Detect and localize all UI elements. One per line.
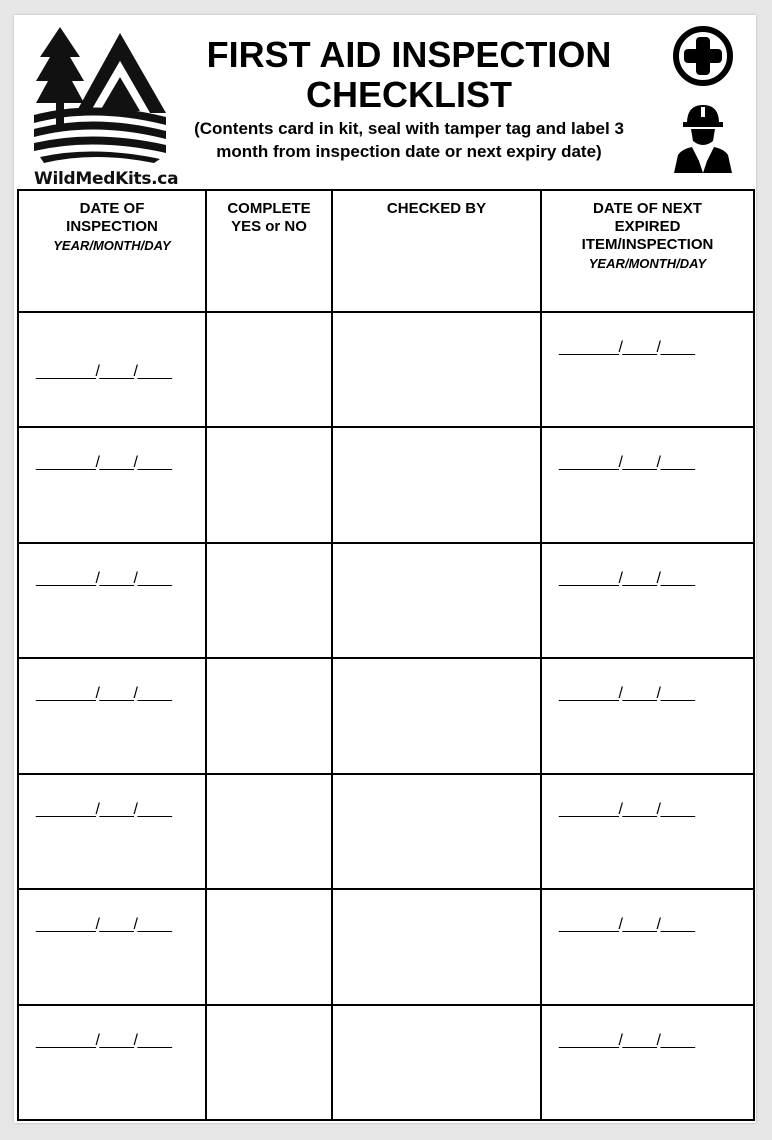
cell-next-expiry-date[interactable] — [541, 312, 754, 427]
mountain-tree-logo-icon — [34, 25, 166, 165]
col-header-complete — [206, 190, 332, 312]
construction-worker-icon — [670, 101, 736, 173]
table-row — [18, 1005, 754, 1120]
date-blank: _______/____/____ — [36, 916, 172, 934]
cell-next-expiry-date[interactable] — [541, 543, 754, 658]
header — [14, 15, 756, 191]
table-row — [18, 658, 754, 773]
date-blank: _______/____/____ — [36, 363, 172, 380]
cell-complete[interactable] — [206, 889, 332, 1004]
cell-complete[interactable] — [206, 543, 332, 658]
date-blank: _______/____/____ — [559, 800, 695, 818]
page-title — [176, 35, 642, 115]
cell-date-of-inspection[interactable] — [18, 312, 206, 427]
table-row — [18, 312, 754, 427]
cell-next-expiry-date[interactable] — [541, 427, 754, 542]
col-header-checked-by — [332, 190, 541, 312]
col-header-line: CHECKED BY — [386, 200, 487, 217]
date-blank: _______/____/____ — [36, 1031, 172, 1049]
table-row — [18, 774, 754, 889]
cell-date-of-inspection[interactable] — [18, 1005, 206, 1120]
col-header-line: ITEM/INSPECTION — [581, 236, 714, 253]
col-header-sub: YEAR/MONTH/DAY — [53, 238, 171, 253]
col-header-line: DATE OF NEXT — [593, 200, 702, 217]
cell-checked-by[interactable] — [332, 774, 541, 889]
cell-complete[interactable] — [206, 427, 332, 542]
cell-checked-by[interactable] — [332, 1005, 541, 1120]
logo — [34, 25, 179, 189]
checklist-sheet — [14, 15, 756, 1123]
date-blank: _______/____/____ — [559, 916, 695, 934]
cell-next-expiry-date[interactable] — [541, 658, 754, 773]
table-row — [18, 543, 754, 658]
cell-checked-by[interactable] — [332, 543, 541, 658]
cell-checked-by[interactable] — [332, 889, 541, 1004]
cell-checked-by[interactable] — [332, 658, 541, 773]
date-blank: _______/____/____ — [559, 685, 695, 703]
col-header-line: INSPECTION — [66, 218, 158, 235]
cell-complete[interactable] — [206, 1005, 332, 1120]
cell-date-of-inspection[interactable] — [18, 543, 206, 658]
date-blank: _______/____/____ — [36, 454, 172, 472]
date-blank: _______/____/____ — [559, 1031, 695, 1049]
cell-complete[interactable] — [206, 658, 332, 773]
cell-next-expiry-date[interactable] — [541, 774, 754, 889]
inspection-table — [17, 189, 755, 1121]
page-subtitle — [176, 117, 642, 163]
col-header-date-of-inspection — [18, 190, 206, 312]
cell-complete[interactable] — [206, 774, 332, 889]
cell-complete[interactable] — [206, 312, 332, 427]
cell-date-of-inspection[interactable] — [18, 774, 206, 889]
date-blank: _______/____/____ — [559, 339, 695, 356]
first-aid-plus-icon — [672, 25, 734, 87]
cell-date-of-inspection[interactable] — [18, 658, 206, 773]
date-blank: _______/____/____ — [36, 685, 172, 703]
cell-date-of-inspection[interactable] — [18, 427, 206, 542]
cell-next-expiry-date[interactable] — [541, 1005, 754, 1120]
title-line-1: FIRST AID INSPECTION — [206, 34, 612, 75]
date-blank: _______/____/____ — [36, 800, 172, 818]
date-blank: _______/____/____ — [559, 569, 695, 587]
cell-next-expiry-date[interactable] — [541, 889, 754, 1004]
col-header-line: YES or NO — [231, 218, 307, 235]
date-blank: _______/____/____ — [559, 454, 695, 472]
table-row — [18, 427, 754, 542]
subtitle-line-1: (Contents card in kit, seal with tamper tag and label 3 — [194, 119, 624, 138]
cell-checked-by[interactable] — [332, 427, 541, 542]
table-header-row — [18, 190, 754, 312]
col-header-line: EXPIRED — [614, 218, 681, 235]
cell-checked-by[interactable] — [332, 312, 541, 427]
date-blank: _______/____/____ — [36, 569, 172, 587]
subtitle-line-2: month from inspection date or next expiry date) — [216, 142, 602, 161]
logo-text: WildMedKits.ca — [34, 169, 179, 189]
cell-date-of-inspection[interactable] — [18, 889, 206, 1004]
col-header-sub: YEAR/MONTH/DAY — [588, 256, 707, 271]
title-line-2: CHECKLIST — [306, 74, 512, 115]
col-header-line: COMPLETE — [227, 200, 311, 217]
col-header-line: DATE OF — [79, 200, 145, 217]
table-row — [18, 889, 754, 1004]
col-header-next-expiry — [541, 190, 754, 312]
